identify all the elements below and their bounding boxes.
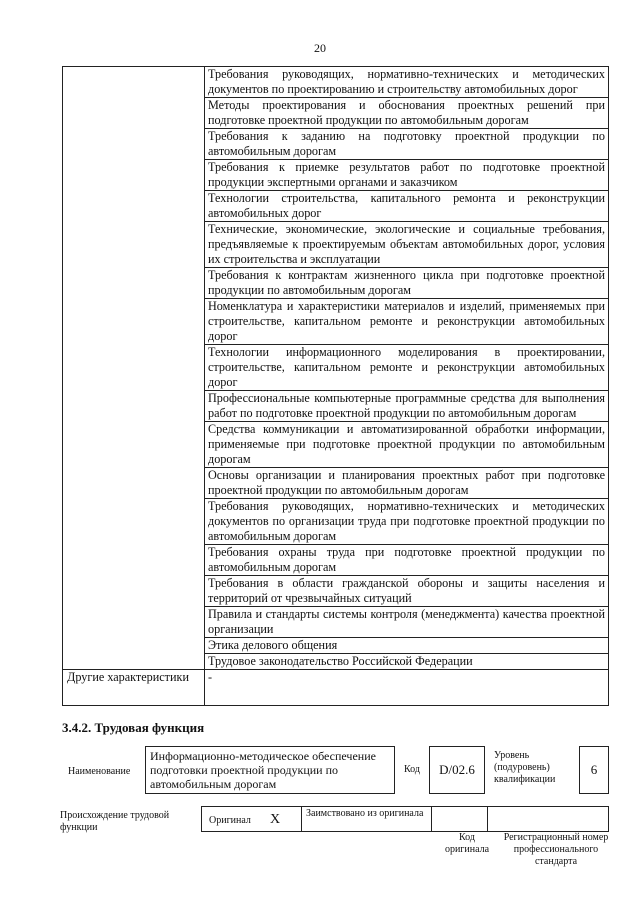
original-label: Оригинал [209,815,251,826]
other-characteristics-label: Другие характеристики [63,670,205,706]
knowledge-item: Требования руководящих, нормативно-технических и методических документов по организации труда при подготовке проектной продукции по автомобильным дорогам [205,499,609,545]
knowledge-item: Правила и стандарты системы контроля (менеджмента) качества проектной организации [205,607,609,638]
knowledge-item: Требования к приемке результатов работ по подготовке проектной продукции экспертными органами и заказчиком [205,160,609,191]
knowledge-item: Требования руководящих, нормативно-технических и методических документов по проектированию и строительству автомобильных дорог [205,67,609,98]
function-code-box: D/02.6 [429,746,485,794]
page-number: 20 [314,41,326,55]
code-original-caption: Код оригинала [444,832,490,855]
knowledge-item: Требования в области гражданской обороны и защиты населения и территорий от чрезвычайных ситуаций [205,576,609,607]
knowledge-item: Методы проектирования и обоснования проектных решений при подготовке проектной продукции по автомобильным дорогам [205,98,609,129]
knowledge-item: Технологии строительства, капитального ремонта и реконструкции автомобильных дорог [205,191,609,222]
knowledge-item: Технические, экономические, экологические и социальные требования, предъявляемые к проектируемым объектам автомобильных дорог, условия их строительства и эксплуатации [205,222,609,268]
section-title: 3.4.2. Трудовая функция [62,720,205,735]
registration-number-caption: Регистрационный номер профессионального стандарта [503,832,609,867]
knowledge-item: Требования к контрактам жизненного цикла при подготовке проектной продукции по автомобильным дорогам [205,268,609,299]
origin-label: Происхождение трудовой функции [60,810,170,833]
knowledge-item: Основы организации и планирования проектных работ при подготовке проектной продукции по автомобильным дорогам [205,468,609,499]
knowledge-item: Требования к заданию на подготовку проектной продукции по автомобильным дорогам [205,129,609,160]
knowledge-item: Трудовое законодательство Российской Федерации [205,654,609,670]
original-mark: X [270,812,281,827]
knowledge-label-cell [63,67,205,670]
name-label: Наименование [68,766,131,777]
divider [487,807,488,831]
knowledge-item: Номенклатура и характеристики материалов и изделий, применяемых при строительстве, капитальном ремонте и реконструкции автомобильных дорог [205,299,609,345]
other-characteristics-value: - [205,670,609,706]
code-label: Код [404,764,420,775]
divider [431,807,432,831]
knowledge-item: Средства коммуникации и автоматизированной обработки информации, применяемые при подготовке проектной продукции по автомобильным дорогам [205,422,609,468]
level-value-box: 6 [579,746,609,794]
level-label: Уровень (подуровень) квалификации [494,750,556,785]
knowledge-item: Профессиональные компьютерные программные средства для выполнения работ по подготовке проектной продукции по автомобильным дорогам [205,391,609,422]
borrowed-label: Заимствовано из оригинала [306,808,424,819]
divider [301,807,302,831]
knowledge-item: Этика делового общения [205,638,609,654]
knowledge-table [62,66,609,706]
function-name-box: Информационно-методическое обеспечение подготовки проектной продукции по автомобильным дорогам [145,746,395,794]
knowledge-item: Технологии информационного моделирования в проектировании, строительстве, капитальном ремонте и реконструкции автомобильных дорог [205,345,609,391]
knowledge-item: Требования охраны труда при подготовке проектной продукции по автомобильным дорогам [205,545,609,576]
origin-table [201,806,609,832]
